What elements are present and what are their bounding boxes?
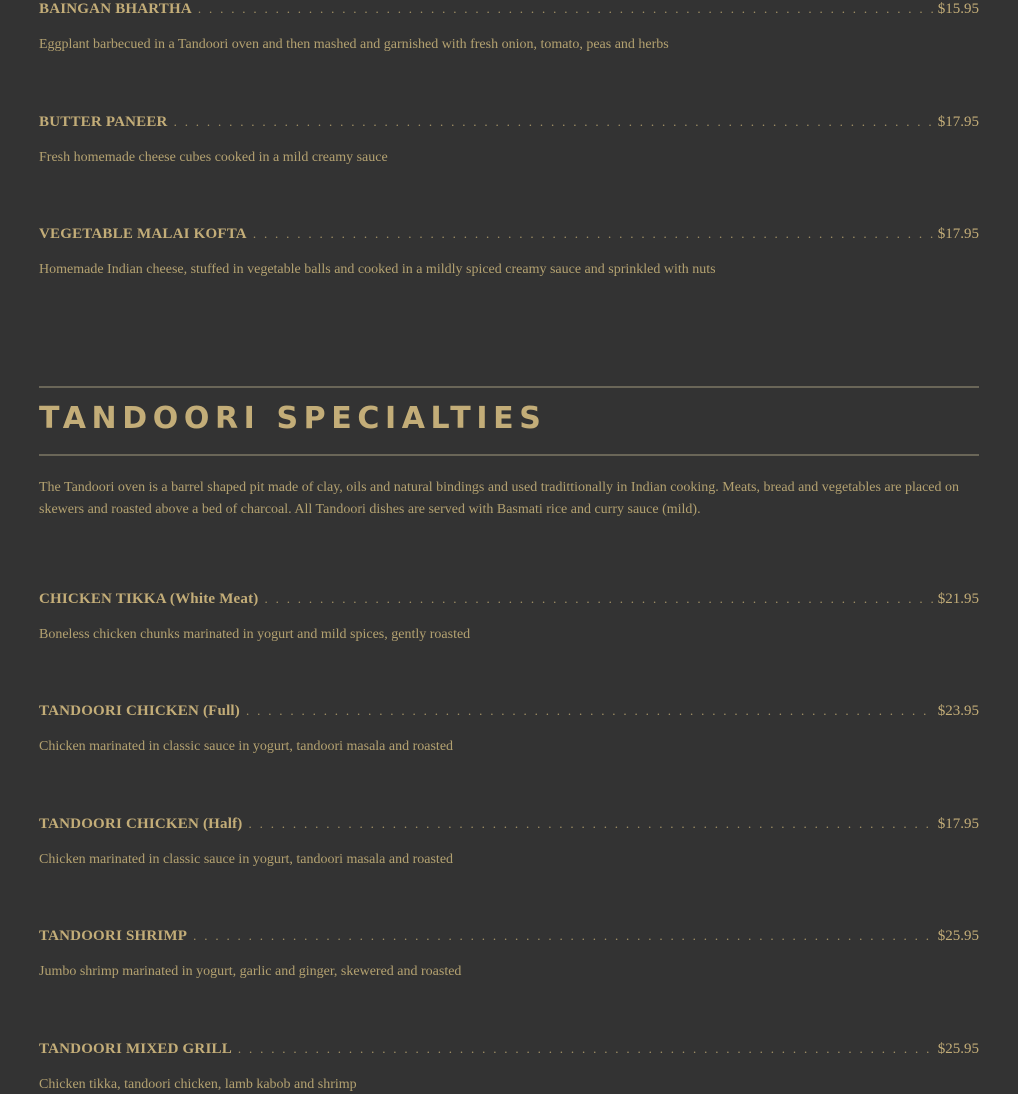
menu-item-price: $25.95 <box>937 928 979 944</box>
menu-item-description: Chicken tikka, tandoori chicken, lamb kabob and shrimp <box>39 1077 357 1092</box>
menu-item-name: BUTTER PANEER <box>39 114 168 130</box>
menu-item-description: Chicken marinated in classic sauce in yogurt, tandoori masala and roasted <box>39 852 454 867</box>
menu-item-name: TANDOORI MIXED GRILL <box>39 1041 232 1057</box>
menu-item-tandoori-chicken-half <box>39 816 979 869</box>
menu-item-row <box>39 591 979 617</box>
section-top-divider <box>39 386 979 388</box>
menu-item-chicken-tikka <box>39 591 979 644</box>
dot-leader <box>238 1041 934 1057</box>
menu-item-price: $17.95 <box>937 816 979 832</box>
menu-item-name: BAINGAN BHARTHA <box>39 1 192 17</box>
menu-item-tandoori-shrimp <box>39 928 979 981</box>
menu-item-tandoori-mixed-grill <box>39 1041 979 1094</box>
menu-item-price: $15.95 <box>937 1 979 17</box>
menu-item-row <box>39 703 979 729</box>
menu-item-price: $17.95 <box>937 114 979 130</box>
menu-item-vegetable-malai-kofta <box>39 226 979 279</box>
menu-item-price: $25.95 <box>937 1041 979 1057</box>
dot-leader <box>193 928 934 944</box>
menu-item-name: TANDOORI SHRIMP <box>39 928 188 944</box>
menu-item-row <box>39 1041 979 1067</box>
section-bottom-divider <box>39 454 979 456</box>
dot-leader <box>249 816 934 832</box>
menu-item-name: VEGETABLE MALAI KOFTA <box>39 226 247 242</box>
menu-item-row <box>39 114 979 140</box>
menu-item-description: Boneless chicken chunks marinated in yogurt and mild spices, gently roasted <box>39 627 471 642</box>
menu-item-row <box>39 1 979 27</box>
menu-item-description: Eggplant barbecued in a Tandoori oven and then mashed and garnished with fresh onion, tomato, peas and herbs <box>39 37 669 52</box>
menu-item-price: $17.95 <box>937 226 979 242</box>
dot-leader <box>246 703 934 719</box>
menu-item-row <box>39 928 979 954</box>
menu-item-price: $23.95 <box>937 703 979 719</box>
menu-item-row <box>39 226 979 252</box>
menu-item-description: Chicken marinated in classic sauce in yogurt, tandoori masala and roasted <box>39 739 454 754</box>
dot-leader <box>265 591 934 607</box>
dot-leader <box>253 226 934 242</box>
menu-item-baingan-bhartha <box>39 1 979 54</box>
section-title: TANDOORI SPECIALTIES <box>39 401 547 436</box>
menu-item-description: Fresh homemade cheese cubes cooked in a mild creamy sauce <box>39 150 388 165</box>
menu-item-description: Homemade Indian cheese, stuffed in vegetable balls and cooked in a mildly spiced creamy sauce and sprinkled with nuts <box>39 262 716 277</box>
menu-item-row <box>39 816 979 842</box>
menu-item-name: CHICKEN TIKKA (White Meat) <box>39 591 259 607</box>
dot-leader <box>198 1 934 17</box>
menu-item-butter-paneer <box>39 114 979 167</box>
menu-item-tandoori-chicken-full <box>39 703 979 756</box>
menu-item-price: $21.95 <box>937 591 979 607</box>
dot-leader <box>174 114 934 130</box>
menu-item-name: TANDOORI CHICKEN (Half) <box>39 816 243 832</box>
menu-item-description: Jumbo shrimp marinated in yogurt, garlic and ginger, skewered and roasted <box>39 964 462 979</box>
section-intro: The Tandoori oven is a barrel shaped pit made of clay, oils and natural bindings and used tradittionally in Indian cooking. Meats, bread and vegetables are placed on skewers and roasted above a bed of charcoal. All Tandoori dishes are served with Basmati rice and curry sauce (mild). <box>39 480 960 517</box>
menu-item-name: TANDOORI CHICKEN (Full) <box>39 703 240 719</box>
